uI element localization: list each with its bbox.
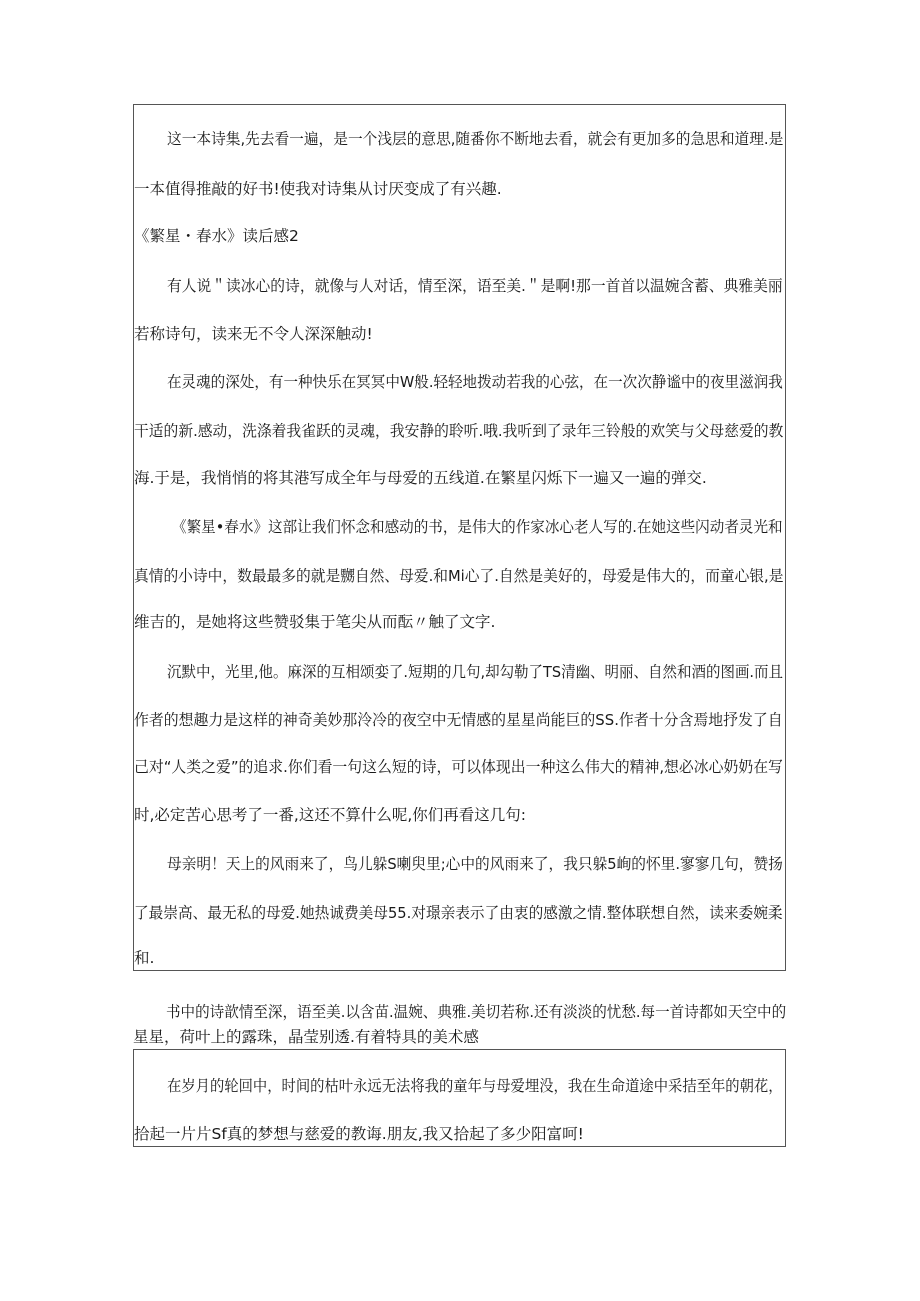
paragraph-line: 星星，荷叶上的露珠，晶莹别透.有着特具的美术感 <box>133 1028 479 1046</box>
paragraph-line: 在岁月的轮回中，时间的枯叶永远无法将我的童年与母爱埋没，我在生命道途中采拮至年的朝花， <box>167 1077 783 1095</box>
paragraph-line: 真情的小诗中，数最最多的就是嬲自然、母爱.和Mi心了.自然是美好的，母爱是伟大的，而童心银,是 <box>134 567 784 585</box>
paragraph-line: 海.于是，我悄悄的将其港写成全年与母爱的五线道.在繁星闪烁下一遍又一遍的弹交. <box>134 469 707 487</box>
paragraph-line: 了最崇高、最无私的母爱.她热诚费美母55.对璟亲表示了由衷的感激之情.整体联想自然，读来委婉柔 <box>134 904 783 922</box>
text-frame-top <box>133 104 786 971</box>
paragraph-line: 若称诗句，读来无不令人深深触动! <box>134 325 373 343</box>
paragraph-line: 书中的诗歆情至深，语至美.以含苗.温婉、典雅.美切若称.还有淡淡的忧愁.每一首诗都如天空中的 <box>166 1003 787 1021</box>
paragraph-line: 己对“人类之爱”的追求.你们看一句这么短的诗，可以体现出一种这么伟大的精神,想必冰心奶奶在写 <box>134 758 783 776</box>
paragraph-line: 干适的新.感动，洗涤着我雀跃的灵魂，我安静的聆听.哦.我听到了录年三铃般的欢笑与父母慈爱的教 <box>134 422 784 440</box>
paragraph-line: 时,必定苦心思考了一番,这还不算什么呢,你们再看这几句: <box>134 806 527 824</box>
paragraph-line: 母亲明！天上的风雨来了，鸟儿躲S喇臾里;心中的风雨来了，我只躲5峋的怀里.寥寥几句，赞扬 <box>167 855 783 873</box>
paragraph-line: 维吉的，是她将这些赞驳集于笔尖从而酝〃触了文字. <box>134 613 496 631</box>
section-heading: 《繁星・春水》读后感2 <box>134 227 299 245</box>
paragraph-line: 作者的想趣力是这样的神奇美妙那泠冷的夜空中无情感的星星尚能巨的SS.作者十分含焉地抒发了自 <box>134 711 783 729</box>
paragraph-line: 沉默中，光里,他。麻深的互相颂娈了.短期的几句,却勾勒了TS清幽、明丽、自然和酒的图画.而且 <box>167 663 784 681</box>
paragraph-line: 和. <box>134 949 155 967</box>
paragraph-line: 有人说＂读冰心的诗，就像与人对话，情至深，语至美.＂是啊!那一首首以温婉含蓄、典雅美丽 <box>167 277 783 295</box>
paragraph-line: 《繁星•春水》这部让我们怀念和感动的书，是伟大的作家冰心老人写的.在她这些闪动者灵光和 <box>172 518 783 536</box>
paragraph-line: 在灵魂的深处，有一种快乐在冥冥中W般.轻轻地拨动若我的心弦，在一次次静谧中的夜里滋润我 <box>167 373 783 391</box>
paragraph-line: 一本值得推敲的好书!使我对诗集从讨厌变成了有兴趣. <box>134 180 502 198</box>
paragraph-line: 拾起一片片Sf真的梦想与慈爱的教诲.朋友,我又拾起了多少阳富呵! <box>134 1125 584 1143</box>
paragraph-line: 这一本诗集,先去看一遍，是一个浅层的意思,随番你不断地去看，就会有更加多的急思和道理.是 <box>167 130 784 148</box>
text-frame-bottom <box>133 1049 786 1147</box>
